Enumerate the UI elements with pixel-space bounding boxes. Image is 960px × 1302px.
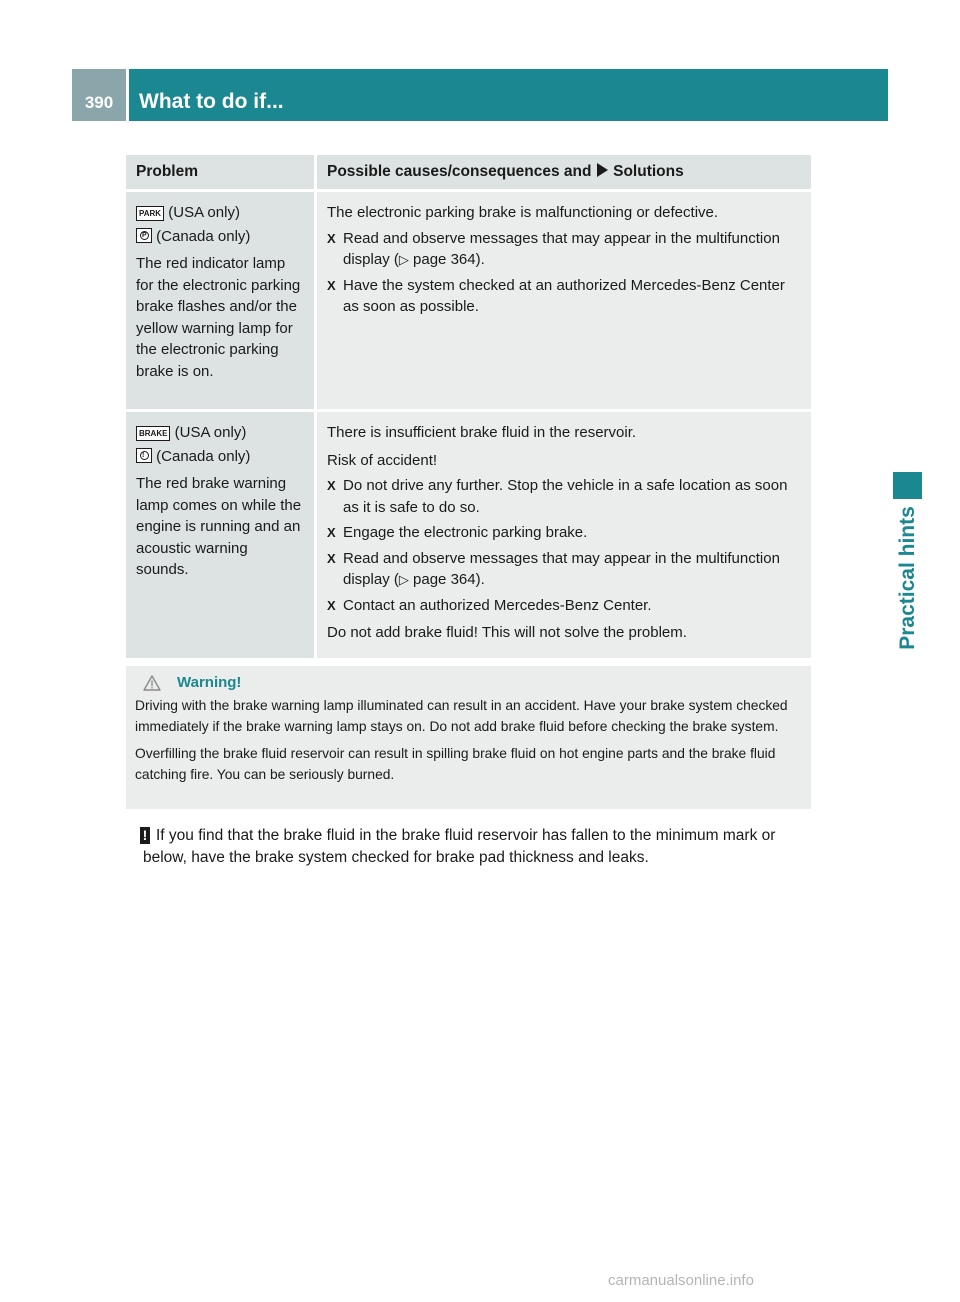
lamp-line — [136, 422, 304, 444]
table-row — [126, 409, 811, 658]
lamp-line — [136, 446, 304, 468]
lamp-region: (Canada only) — [156, 227, 251, 245]
step-text: Contact an authorized Mercedes-Benz Center. — [343, 596, 652, 614]
step-marker: X — [327, 277, 336, 293]
page-header — [72, 69, 888, 121]
side-tab — [893, 121, 922, 650]
exclamation-icon: ! — [140, 827, 150, 844]
step-marker: X — [327, 525, 336, 540]
col-header-solutions-pre: Possible causes/consequences and — [327, 163, 592, 180]
lamp-symbol: P — [142, 231, 147, 239]
solution-step — [327, 275, 801, 318]
problem-text: The red brake warning lamp comes on while the engine is running and an acoustic warning sounds. — [136, 475, 302, 578]
cause-text: There is insufficient brake fluid in the reservoir. — [327, 424, 637, 441]
lamp-region: (USA only) — [168, 204, 240, 221]
problem-text: The red indicator lamp for the electronic parking brake flashes and/or the yellow warning lamp for the electronic parking brake is on. — [136, 255, 301, 380]
problem-cell — [126, 189, 314, 409]
col-header-solutions-post: Solutions — [613, 163, 684, 180]
step-text: Engage the electronic parking brake. — [343, 524, 588, 541]
arrow-right-icon — [597, 163, 608, 177]
step-text: Have the system checked at an authorized Mercedes-Benz Center as soon as possible. — [343, 276, 785, 315]
brake-warning-lamp-icon — [136, 448, 152, 463]
solution-step — [327, 595, 801, 617]
page-number: 390 — [72, 69, 126, 121]
solution-step — [327, 475, 801, 518]
solution-step — [327, 522, 801, 544]
lamp-line — [136, 202, 304, 224]
warning-heading — [135, 672, 803, 694]
note-block — [126, 825, 816, 869]
warning-box — [126, 666, 811, 809]
step-text-page: page 364). — [408, 251, 485, 268]
solution-step — [327, 548, 801, 591]
cause-text: The electronic parking brake is malfunctioning or defective. — [327, 204, 719, 221]
lamp-region: (Canada only) — [156, 447, 251, 465]
table-header-row — [126, 155, 811, 189]
page-ref-icon: ▷ — [398, 252, 409, 267]
step-marker: X — [327, 550, 336, 566]
page-ref-icon: ▷ — [398, 572, 409, 587]
lamp-line — [136, 226, 304, 248]
step-text: Read and observe messages that may appear in the multifunction display ( — [343, 549, 780, 588]
warning-title: Warning! — [177, 674, 242, 691]
park-lamp-icon: PARK — [136, 206, 164, 221]
col-header-solutions — [314, 155, 811, 189]
brake-lamp-icon: BRAKE — [136, 426, 170, 441]
watermark: carmanualsonline.info — [608, 1272, 754, 1289]
step-marker: X — [327, 478, 336, 493]
step-marker: X — [327, 597, 336, 613]
section-title: What to do if... — [129, 69, 888, 121]
table-row — [126, 189, 811, 409]
side-tab-marker — [893, 472, 922, 499]
step-text: Read and observe messages that may appear in the multifunction display ( — [343, 229, 780, 268]
problem-table — [126, 155, 811, 658]
problem-cell — [126, 409, 314, 658]
parking-brake-lamp-icon — [136, 228, 152, 243]
note-text: If you find that the brake fluid in the brake fluid reservoir has fallen to the minimum mark or below, have the brake system checked for brake pad thickness and leaks. — [143, 827, 776, 866]
outro-text: Do not add brake fluid! This will not solve the problem. — [327, 624, 687, 641]
col-header-problem: Problem — [126, 155, 314, 189]
solution-cell — [314, 409, 811, 658]
step-marker: X — [327, 230, 336, 246]
solution-cell — [314, 189, 811, 409]
lamp-symbol: ! — [142, 451, 145, 459]
lamp-region: (USA only) — [174, 424, 247, 441]
solution-step — [327, 228, 801, 271]
warning-triangle-icon — [143, 675, 161, 691]
side-tab-label-box — [893, 506, 922, 650]
risk-text: Risk of accident! — [327, 451, 438, 469]
step-text: Do not drive any further. Stop the vehicle in a safe location as soon as it is safe to do so. — [343, 477, 788, 516]
warning-paragraph: Overfilling the brake fluid reservoir can result in spilling brake fluid on hot engine parts and the brake fluid catching fire. You can be seriously burned. — [135, 745, 776, 782]
side-tab-label: Practical hints — [895, 506, 919, 650]
step-text-page: page 364). — [408, 571, 485, 588]
warning-paragraph: Driving with the brake warning lamp illuminated can result in an accident. Have your brake system checked immediately if the brake warning lamp stays on. Do not add brake fluid before checking the brake system. — [135, 697, 788, 734]
